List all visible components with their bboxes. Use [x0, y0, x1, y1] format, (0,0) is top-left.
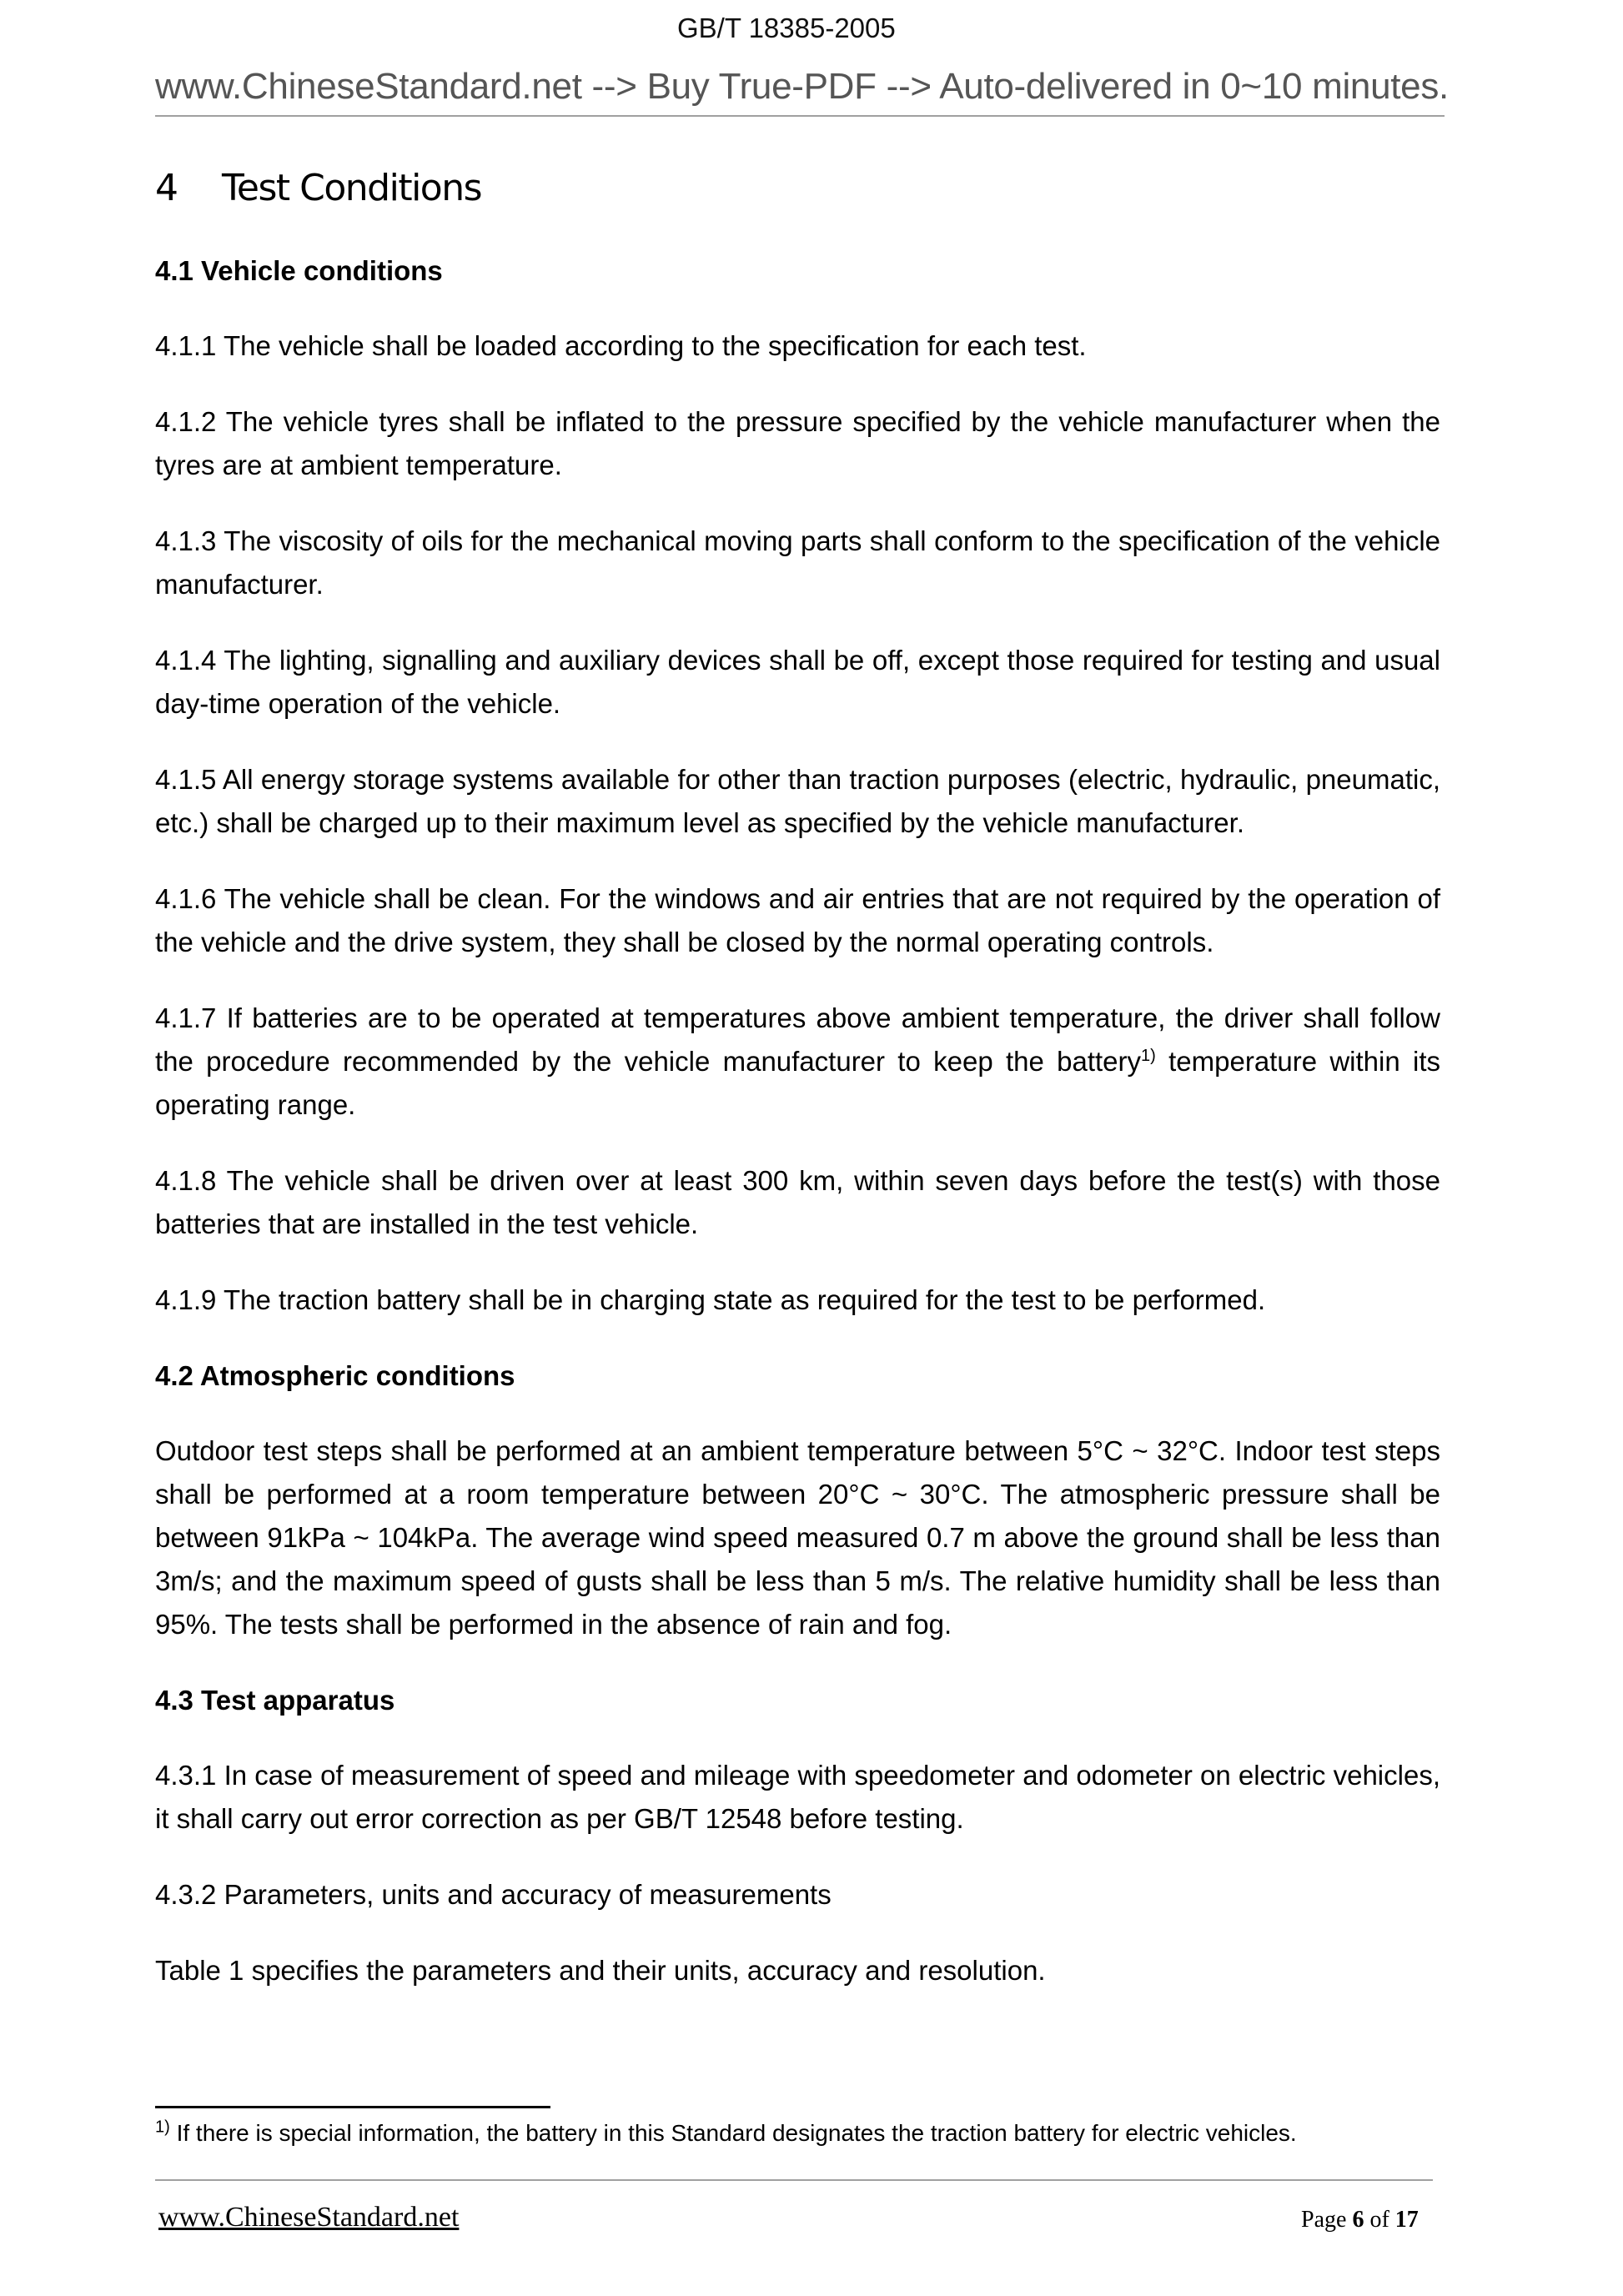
clause: [155, 997, 1440, 1127]
clause: 4.1.3 The viscosity of oils for the mechanical moving parts shall conform to the specification of the vehicle manufacturer.: [155, 525, 1440, 600]
clause: 4.1.2 The vehicle tyres shall be inflated to the pressure specified by the vehicle manufacturer when the tyres are at ambient temperature.: [155, 406, 1440, 480]
clause: 4.3.2 Parameters, units and accuracy of measurements: [155, 1879, 832, 1910]
footnote-ref[interactable]: 1): [1141, 1047, 1156, 1065]
page-total: 17: [1394, 2207, 1419, 2233]
footer-divider: [155, 2179, 1433, 2181]
footnote-divider: [155, 2106, 550, 2108]
header-banner: www.ChineseStandard.net --> Buy True-PDF --> Auto-delivered in 0~10 minutes.: [155, 66, 1449, 107]
footer-site-link[interactable]: www.ChineseStandard.net: [158, 2202, 460, 2233]
clause-text: temperature within its operating range.: [155, 1046, 1440, 1120]
footnote: [155, 2120, 1297, 2147]
clause: 4.1.6 The vehicle shall be clean. For the windows and air entries that are not required by the operation of the vehicle and the drive system, they shall be closed by the normal operating controls.: [155, 883, 1440, 957]
section-number: 4: [155, 167, 178, 209]
clause: 4.1.4 The lighting, signalling and auxiliary devices shall be off, except those required for testing and usual day-time operation of the vehicle.: [155, 645, 1440, 719]
clause: 4.1.9 The traction battery shall be in charging state as required for the test to be performed.: [155, 1284, 1266, 1315]
header-divider: [155, 115, 1445, 117]
clause: 4.3.1 In case of measurement of speed and mileage with speedometer and odometer on electric vehicles, it shall carry out error correction as per GB/T 12548 before testing.: [155, 1760, 1440, 1834]
clause: 4.1.8 The vehicle shall be driven over at least 300 km, within seven days before the test(s) with those batteries that are installed in the test vehicle.: [155, 1165, 1440, 1239]
clause: Outdoor test steps shall be performed at an ambient temperature between 5°C ~ 32°C. Indoor test steps shall be performed at a room temperature between 20°C ~ 30°C. The atmospheric pressure shall be between 91kPa ~ 104kPa. The average wind speed measured 0.7 m above the ground shall be less than 3m/s; and the maximum speed of gusts shall be less than 5 m/s. The relative humidity shall be less than 95%. The tests shall be performed in the absence of rain and fog.: [155, 1435, 1440, 1640]
clause-text: 4.1.7 If batteries are to be operated at temperatures above ambient temperature, the driver shall follow the procedure recommended by the vehicle manufacturer to keep the battery: [155, 1002, 1440, 1077]
page-indicator: [1301, 2207, 1419, 2233]
footnote-mark: 1): [155, 2118, 170, 2137]
subsection-heading: 4.3 Test apparatus: [155, 1685, 395, 1716]
subsection-heading: 4.1 Vehicle conditions: [155, 255, 443, 286]
page-number: 6: [1352, 2207, 1364, 2233]
page-of: of: [1364, 2207, 1395, 2233]
clause: Table 1 specifies the parameters and their units, accuracy and resolution.: [155, 1955, 1046, 1986]
section-title: Test Conditions: [222, 167, 482, 209]
page-label: Page: [1301, 2207, 1353, 2233]
clause: 4.1.5 All energy storage systems available for other than traction purposes (electric, hydraulic, pneumatic, etc.) shall be charged up to their maximum level as specified by the vehicle manufacturer.: [155, 764, 1440, 838]
clause: 4.1.1 The vehicle shall be loaded according to the specification for each test.: [155, 330, 1087, 361]
footnote-text: If there is special information, the battery in this Standard designates the traction battery for electric vehicles.: [169, 2120, 1297, 2146]
section-heading: [155, 167, 1440, 209]
subsection-heading: 4.2 Atmospheric conditions: [155, 1360, 515, 1391]
standard-number: GB/T 18385-2005: [677, 13, 896, 43]
page-body: [155, 167, 1440, 2025]
